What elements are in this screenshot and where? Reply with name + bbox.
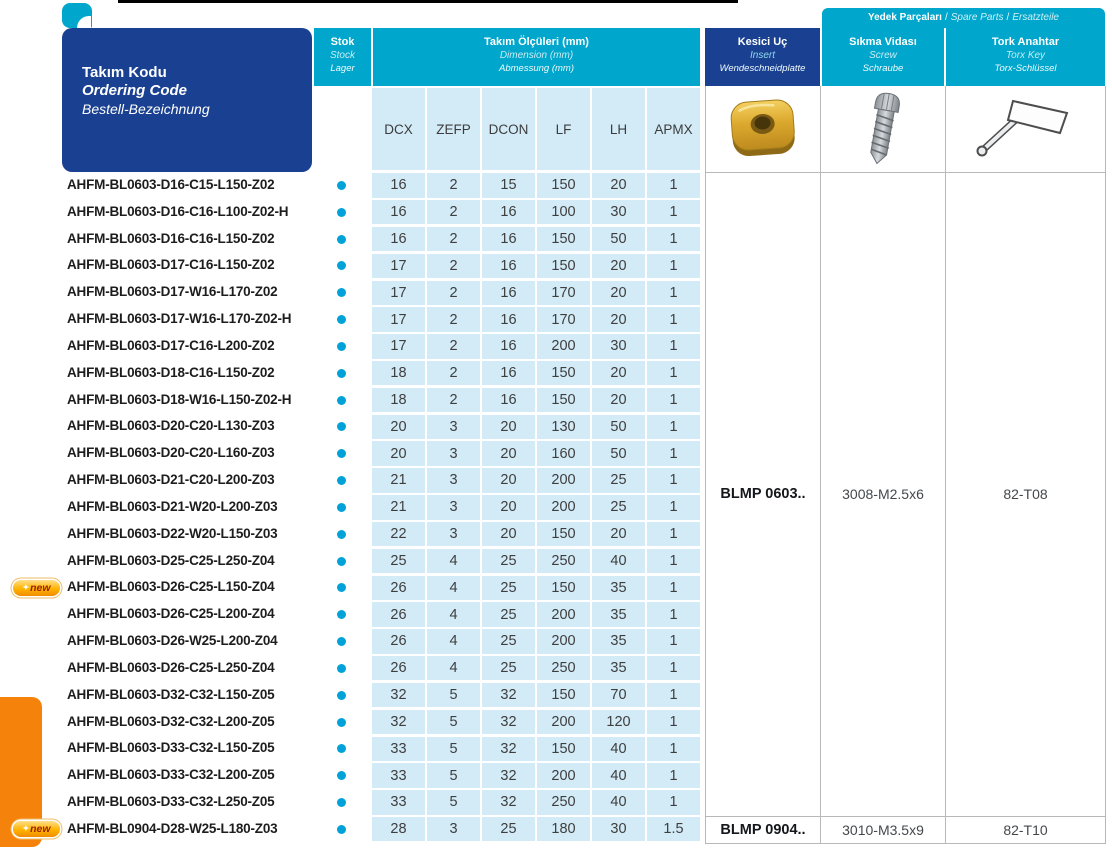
screw-label-tr: Sıkma Vidası bbox=[849, 36, 917, 48]
table-row bbox=[0, 521, 1112, 548]
table-row bbox=[0, 172, 1112, 199]
dim-value: 5 bbox=[427, 683, 480, 707]
table-row bbox=[0, 252, 1112, 279]
dim-value: 2 bbox=[427, 281, 480, 305]
dim-value: 200 bbox=[537, 763, 590, 787]
new-badge: ✦new bbox=[13, 580, 60, 596]
screw-image bbox=[861, 90, 905, 168]
dim-value: 2 bbox=[427, 388, 480, 412]
dim-value: 170 bbox=[537, 307, 590, 331]
tool-code: AHFM-BL0603-D17-W16-L170-Z02 bbox=[67, 284, 278, 300]
insert-header bbox=[705, 28, 820, 86]
new-badge: ✦new bbox=[13, 821, 60, 837]
dim-value: 16 bbox=[372, 200, 425, 224]
dim-value: 16 bbox=[482, 388, 535, 412]
dim-value: 1 bbox=[647, 683, 700, 707]
stock-dot-icon bbox=[337, 825, 346, 834]
table-row bbox=[0, 735, 1112, 762]
dim-value: 200 bbox=[537, 495, 590, 519]
stock-dot-icon bbox=[337, 664, 346, 673]
dim-value: 200 bbox=[537, 334, 590, 358]
stock-dot-icon bbox=[337, 557, 346, 566]
dim-value: 30 bbox=[592, 200, 645, 224]
dim-value: 1 bbox=[647, 602, 700, 626]
dim-value: 3 bbox=[427, 522, 480, 546]
dim-value: 26 bbox=[372, 602, 425, 626]
tool-code: AHFM-BL0603-D26-W25-L200-Z04 bbox=[67, 633, 278, 649]
torx-key-header bbox=[946, 28, 1105, 86]
dim-value: 28 bbox=[372, 817, 425, 841]
dim-value: 250 bbox=[537, 549, 590, 573]
dim-value: 20 bbox=[592, 388, 645, 412]
dim-value: 32 bbox=[482, 763, 535, 787]
dim-value: 40 bbox=[592, 790, 645, 814]
stock-dot-icon bbox=[337, 396, 346, 405]
star-icon: ✦ bbox=[22, 824, 30, 834]
tool-code: AHFM-BL0603-D26-C25-L150-Z04 bbox=[67, 579, 275, 595]
dim-value: 16 bbox=[482, 307, 535, 331]
screw-label-en: Screw bbox=[869, 50, 897, 61]
dim-value: 17 bbox=[372, 307, 425, 331]
table-row bbox=[0, 333, 1112, 360]
dim-value: 25 bbox=[592, 495, 645, 519]
dim-value: 1 bbox=[647, 173, 700, 197]
torx-key-image bbox=[966, 93, 1086, 165]
tool-code: AHFM-BL0603-D17-C16-L150-Z02 bbox=[67, 257, 275, 273]
dim-value: 250 bbox=[537, 656, 590, 680]
tool-code: AHFM-BL0603-D25-C25-L250-Z04 bbox=[67, 552, 275, 568]
dim-value: 200 bbox=[537, 629, 590, 653]
dim-value: 17 bbox=[372, 254, 425, 278]
tool-code: AHFM-BL0603-D32-C32-L150-Z05 bbox=[67, 686, 275, 702]
dim-value: 50 bbox=[592, 227, 645, 251]
tool-code: AHFM-BL0603-D33-C32-L200-Z05 bbox=[67, 767, 275, 783]
stock-dot-icon bbox=[337, 369, 346, 378]
dim-value: 3 bbox=[427, 468, 480, 492]
dim-value: 250 bbox=[537, 790, 590, 814]
stock-dot-icon bbox=[337, 422, 346, 431]
table-row bbox=[0, 199, 1112, 226]
insert-label-tr: Kesici Uç bbox=[737, 36, 788, 48]
dim-value: 4 bbox=[427, 656, 480, 680]
tool-code: AHFM-BL0904-D28-W25-L180-Z03 bbox=[67, 820, 278, 836]
ordering-code-label-de: Bestell-Bezeichnung bbox=[82, 101, 210, 117]
separator: / bbox=[1006, 12, 1010, 23]
stock-label-de: Lager bbox=[330, 63, 355, 74]
dim-value: 100 bbox=[537, 200, 590, 224]
dimensions-label-en: Dimension (mm) bbox=[499, 50, 574, 61]
tool-code: AHFM-BL0603-D26-C25-L200-Z04 bbox=[67, 606, 275, 622]
tool-code: AHFM-BL0603-D18-C16-L150-Z02 bbox=[67, 364, 275, 380]
tool-code: AHFM-BL0603-D20-C20-L160-Z03 bbox=[67, 445, 275, 461]
group2-insert-code: BLMP 0904.. bbox=[706, 817, 820, 843]
dim-value: 32 bbox=[372, 683, 425, 707]
dim-value: 20 bbox=[482, 415, 535, 439]
dim-value: 20 bbox=[592, 522, 645, 546]
dim-value: 200 bbox=[537, 468, 590, 492]
dimensions-label-de: Abmessung (mm) bbox=[499, 63, 574, 74]
table-row bbox=[0, 494, 1112, 521]
dimensions-header bbox=[373, 28, 700, 86]
dim-subheader-dcon: DCON bbox=[482, 88, 535, 170]
dim-value: 1.5 bbox=[647, 817, 700, 841]
table-row bbox=[0, 709, 1112, 736]
table-row bbox=[0, 413, 1112, 440]
dim-value: 16 bbox=[482, 361, 535, 385]
stock-label-en: Stock bbox=[329, 50, 355, 61]
ordering-code-label-tr: Takım Kodu bbox=[82, 64, 167, 81]
dim-value: 35 bbox=[592, 602, 645, 626]
dim-value: 1 bbox=[647, 281, 700, 305]
dim-subheaders bbox=[372, 88, 700, 170]
dim-value: 1 bbox=[647, 710, 700, 734]
dim-value: 1 bbox=[647, 522, 700, 546]
dim-subheader-apmx: APMX bbox=[647, 88, 700, 170]
dim-value: 4 bbox=[427, 602, 480, 626]
dim-value: 1 bbox=[647, 790, 700, 814]
dim-value: 40 bbox=[592, 737, 645, 761]
table-row bbox=[0, 574, 1112, 601]
dim-value: 40 bbox=[592, 549, 645, 573]
tool-code: AHFM-BL0603-D21-W20-L200-Z03 bbox=[67, 498, 278, 514]
stock-dot-icon bbox=[337, 315, 346, 324]
dim-value: 16 bbox=[482, 227, 535, 251]
stock-dot-icon bbox=[337, 583, 346, 592]
dim-value: 1 bbox=[647, 334, 700, 358]
tool-code: AHFM-BL0603-D17-C16-L200-Z02 bbox=[67, 337, 275, 353]
dim-value: 33 bbox=[372, 737, 425, 761]
ordering-code-label-en: Ordering Code bbox=[82, 82, 188, 99]
dim-value: 25 bbox=[482, 602, 535, 626]
table-row bbox=[0, 601, 1112, 628]
dim-value: 17 bbox=[372, 281, 425, 305]
table-rows bbox=[0, 172, 1112, 843]
top-rule bbox=[118, 0, 738, 3]
dim-value: 150 bbox=[537, 522, 590, 546]
stock-dot-icon bbox=[337, 744, 346, 753]
torx-key-label-de: Torx-Schlüssel bbox=[994, 63, 1057, 74]
insert-image-cell bbox=[706, 87, 820, 171]
dim-value: 32 bbox=[482, 683, 535, 707]
dim-value: 150 bbox=[537, 388, 590, 412]
dim-value: 170 bbox=[537, 281, 590, 305]
tool-code: AHFM-BL0603-D21-C20-L200-Z03 bbox=[67, 472, 275, 488]
dim-value: 20 bbox=[592, 254, 645, 278]
table-row bbox=[0, 387, 1112, 414]
dim-subheader-zefp: ZEFP bbox=[427, 88, 480, 170]
dim-value: 15 bbox=[482, 173, 535, 197]
stock-dot-icon bbox=[337, 261, 346, 270]
dim-value: 32 bbox=[482, 790, 535, 814]
dim-value: 150 bbox=[537, 683, 590, 707]
stock-dot-icon bbox=[337, 342, 346, 351]
dim-value: 20 bbox=[482, 468, 535, 492]
dim-value: 3 bbox=[427, 495, 480, 519]
dim-value: 1 bbox=[647, 629, 700, 653]
dim-value: 4 bbox=[427, 629, 480, 653]
dim-value: 30 bbox=[592, 334, 645, 358]
table-row bbox=[0, 682, 1112, 709]
stock-header bbox=[314, 28, 371, 86]
dim-value: 20 bbox=[592, 173, 645, 197]
insert-label-en: Insert bbox=[749, 50, 775, 61]
dim-value: 17 bbox=[372, 334, 425, 358]
screw-header bbox=[822, 28, 944, 86]
screw-image-cell bbox=[821, 87, 945, 171]
dim-value: 3 bbox=[427, 441, 480, 465]
star-icon: ✦ bbox=[22, 582, 30, 592]
dim-value: 2 bbox=[427, 361, 480, 385]
insert-image bbox=[723, 95, 803, 163]
table-row bbox=[0, 279, 1112, 306]
dim-value: 30 bbox=[592, 817, 645, 841]
tool-code: AHFM-BL0603-D22-W20-L150-Z03 bbox=[67, 525, 278, 541]
tool-code: AHFM-BL0603-D18-W16-L150-Z02-H bbox=[67, 391, 292, 407]
dim-value: 150 bbox=[537, 254, 590, 278]
dim-value: 2 bbox=[427, 227, 480, 251]
tool-code: AHFM-BL0603-D20-C20-L130-Z03 bbox=[67, 418, 275, 434]
dim-value: 130 bbox=[537, 415, 590, 439]
group2-torx-code: 82-T10 bbox=[946, 817, 1105, 843]
group1-screw-code: 3008-M2.5x6 bbox=[821, 173, 945, 815]
dim-value: 4 bbox=[427, 549, 480, 573]
spare-parts-label-de: Ersatzteile bbox=[1012, 12, 1059, 23]
dim-value: 1 bbox=[647, 415, 700, 439]
screw-label-de: Schraube bbox=[862, 63, 904, 74]
dim-value: 22 bbox=[372, 522, 425, 546]
spare-parts-label-tr: Yedek Parçaları bbox=[867, 12, 942, 23]
dim-value: 33 bbox=[372, 763, 425, 787]
dim-value: 150 bbox=[537, 227, 590, 251]
torx-key-label-en: Torx Key bbox=[1005, 50, 1046, 61]
dimensions-label-tr: Takım Ölçüleri (mm) bbox=[484, 36, 589, 48]
insert-label-de: Wendeschneidplatte bbox=[719, 63, 806, 74]
table-row bbox=[0, 226, 1112, 253]
dim-value: 180 bbox=[537, 817, 590, 841]
dim-value: 26 bbox=[372, 656, 425, 680]
separator: / bbox=[944, 12, 948, 23]
dim-value: 35 bbox=[592, 576, 645, 600]
dim-value: 16 bbox=[482, 334, 535, 358]
dim-value: 1 bbox=[647, 737, 700, 761]
dim-value: 20 bbox=[372, 415, 425, 439]
dim-value: 16 bbox=[372, 227, 425, 251]
dim-subheader-lh: LH bbox=[592, 88, 645, 170]
dim-value: 1 bbox=[647, 576, 700, 600]
torx-key-label-tr: Tork Anahtar bbox=[991, 36, 1060, 48]
dim-value: 20 bbox=[592, 281, 645, 305]
stock-dot-icon bbox=[337, 771, 346, 780]
table-row bbox=[0, 440, 1112, 467]
dim-value: 25 bbox=[482, 817, 535, 841]
dim-value: 5 bbox=[427, 763, 480, 787]
dim-value: 16 bbox=[372, 173, 425, 197]
stock-dot-icon bbox=[337, 637, 346, 646]
table-row bbox=[0, 548, 1112, 575]
dim-value: 25 bbox=[482, 656, 535, 680]
table-row bbox=[0, 360, 1112, 387]
table-row bbox=[0, 789, 1112, 816]
stock-dot-icon bbox=[337, 288, 346, 297]
dim-value: 35 bbox=[592, 656, 645, 680]
dim-value: 20 bbox=[482, 495, 535, 519]
group2-screw-code: 3010-M3.5x9 bbox=[821, 817, 945, 843]
stock-dot-icon bbox=[337, 181, 346, 190]
dim-value: 25 bbox=[482, 549, 535, 573]
dim-value: 150 bbox=[537, 576, 590, 600]
dim-value: 1 bbox=[647, 468, 700, 492]
dim-value: 2 bbox=[427, 254, 480, 278]
dim-value: 25 bbox=[482, 576, 535, 600]
stock-dot-icon bbox=[337, 691, 346, 700]
dim-value: 40 bbox=[592, 763, 645, 787]
dim-value: 16 bbox=[482, 254, 535, 278]
dim-value: 1 bbox=[647, 200, 700, 224]
dim-value: 1 bbox=[647, 307, 700, 331]
dim-value: 20 bbox=[592, 307, 645, 331]
dim-value: 1 bbox=[647, 549, 700, 573]
dim-value: 160 bbox=[537, 441, 590, 465]
dim-value: 1 bbox=[647, 388, 700, 412]
tool-code: AHFM-BL0603-D33-C32-L250-Z05 bbox=[67, 794, 275, 810]
dim-value: 16 bbox=[482, 281, 535, 305]
dim-value: 1 bbox=[647, 763, 700, 787]
dim-value: 1 bbox=[647, 361, 700, 385]
dim-value: 3 bbox=[427, 817, 480, 841]
dim-value: 25 bbox=[482, 629, 535, 653]
page-curl-decoration bbox=[62, 3, 92, 28]
tool-code: AHFM-BL0603-D16-C16-L150-Z02 bbox=[67, 230, 275, 246]
tool-code: AHFM-BL0603-D17-W16-L170-Z02-H bbox=[67, 311, 292, 327]
dim-value: 2 bbox=[427, 200, 480, 224]
grid-line bbox=[705, 843, 1106, 844]
stock-dot-icon bbox=[337, 503, 346, 512]
dim-value: 26 bbox=[372, 629, 425, 653]
table-row bbox=[0, 467, 1112, 494]
stock-dot-icon bbox=[337, 718, 346, 727]
table-row bbox=[0, 306, 1112, 333]
dim-value: 5 bbox=[427, 710, 480, 734]
tool-code: AHFM-BL0603-D32-C32-L200-Z05 bbox=[67, 713, 275, 729]
dim-value: 33 bbox=[372, 790, 425, 814]
dim-value: 1 bbox=[647, 656, 700, 680]
dim-value: 2 bbox=[427, 173, 480, 197]
dim-value: 150 bbox=[537, 173, 590, 197]
dim-value: 32 bbox=[372, 710, 425, 734]
dim-value: 50 bbox=[592, 415, 645, 439]
stock-dot-icon bbox=[337, 235, 346, 244]
dim-value: 20 bbox=[482, 522, 535, 546]
dim-value: 3 bbox=[427, 415, 480, 439]
table-row bbox=[0, 628, 1112, 655]
dim-value: 2 bbox=[427, 334, 480, 358]
spare-parts-label-en: Spare Parts bbox=[950, 12, 1004, 23]
tool-code: AHFM-BL0603-D33-C32-L150-Z05 bbox=[67, 740, 275, 756]
dim-value: 120 bbox=[592, 710, 645, 734]
table-row bbox=[0, 762, 1112, 789]
dim-value: 70 bbox=[592, 683, 645, 707]
dim-value: 21 bbox=[372, 495, 425, 519]
stock-dot-icon bbox=[337, 449, 346, 458]
dim-value: 1 bbox=[647, 254, 700, 278]
dim-value: 18 bbox=[372, 361, 425, 385]
torx-key-image-cell bbox=[946, 87, 1105, 171]
stock-dot-icon bbox=[337, 208, 346, 217]
dim-value: 26 bbox=[372, 576, 425, 600]
tool-code: AHFM-BL0603-D26-C25-L250-Z04 bbox=[67, 659, 275, 675]
dim-value: 20 bbox=[592, 361, 645, 385]
ordering-code-header bbox=[62, 28, 312, 172]
dim-value: 1 bbox=[647, 227, 700, 251]
dim-subheader-lf: LF bbox=[537, 88, 590, 170]
dim-value: 4 bbox=[427, 576, 480, 600]
dim-value: 50 bbox=[592, 441, 645, 465]
dim-value: 150 bbox=[537, 737, 590, 761]
dim-value: 2 bbox=[427, 307, 480, 331]
dim-value: 20 bbox=[482, 441, 535, 465]
group1-torx-code: 82-T08 bbox=[946, 173, 1105, 815]
stock-dot-icon bbox=[337, 476, 346, 485]
spare-parts-band bbox=[822, 8, 1105, 28]
table-row bbox=[0, 655, 1112, 682]
tool-code: AHFM-BL0603-D16-C16-L100-Z02-H bbox=[67, 203, 289, 219]
dim-value: 200 bbox=[537, 602, 590, 626]
dim-subheader-dcx: DCX bbox=[372, 88, 425, 170]
dim-value: 35 bbox=[592, 629, 645, 653]
dim-value: 18 bbox=[372, 388, 425, 412]
stock-dot-icon bbox=[337, 798, 346, 807]
dim-value: 25 bbox=[592, 468, 645, 492]
dim-value: 5 bbox=[427, 737, 480, 761]
tool-code: AHFM-BL0603-D16-C15-L150-Z02 bbox=[67, 177, 275, 192]
dim-value: 150 bbox=[537, 361, 590, 385]
dim-value: 32 bbox=[482, 710, 535, 734]
dim-value: 32 bbox=[482, 737, 535, 761]
dim-value: 5 bbox=[427, 790, 480, 814]
stock-dot-icon bbox=[337, 610, 346, 619]
table-row bbox=[0, 816, 1112, 843]
dim-value: 1 bbox=[647, 441, 700, 465]
dim-value: 1 bbox=[647, 495, 700, 519]
dim-value: 200 bbox=[537, 710, 590, 734]
stock-label-tr: Stok bbox=[330, 36, 355, 48]
dim-value: 16 bbox=[482, 200, 535, 224]
dim-value: 20 bbox=[372, 441, 425, 465]
dim-value: 21 bbox=[372, 468, 425, 492]
dim-value: 25 bbox=[372, 549, 425, 573]
stock-dot-icon bbox=[337, 530, 346, 539]
group1-insert-code: BLMP 0603.. bbox=[706, 173, 820, 815]
